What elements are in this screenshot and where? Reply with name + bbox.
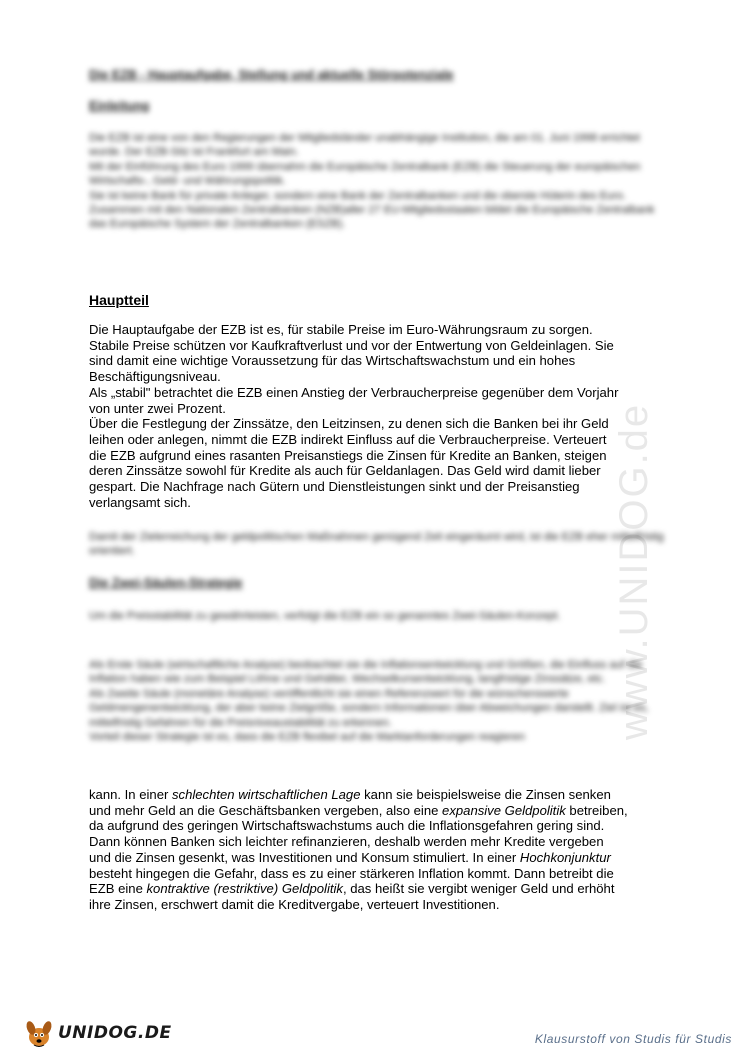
body-line: Die Hauptaufgabe der EZB ist es, für stabile Preise im Euro-Währungsraum zu sorgen. xyxy=(89,322,593,337)
dog-mascot-icon xyxy=(22,1016,56,1050)
body-line xyxy=(89,881,669,897)
blurred-paragraph: Damit der Zielerreichung der geldpolitischen Maßnahmen genügend Zeit eingeräumt wird, ist die EZB eher mittelfristig orientiert. xyxy=(89,531,664,558)
text-run: und die Zinsen gesenkt, was Investitionen und Konsum stimuliert. In einer xyxy=(89,849,520,865)
body-line xyxy=(89,787,669,803)
italic-term: Hochkonjunktur xyxy=(519,849,611,865)
body-line: da aufgrund des geringen Wirtschaftswachstums auch die Inflationsgefahren gering sind. xyxy=(89,818,605,834)
body-line xyxy=(89,803,669,819)
intro-paragraph: Die EZB ist eine von den Regierungen der Mitgliedsländer unabhängige Institution, die am 01. Juni 1998 errichtet wurde. Der EZB-Sitz ist Frankfurt am Main. xyxy=(89,132,640,159)
text-run: EZB eine xyxy=(89,881,147,897)
body-line: verlangsamt sich. xyxy=(89,494,191,510)
blurred-paragraph: Vorteil dieser Strategie ist es, dass die EZB flexibel auf die Marktanforderungen reagieren xyxy=(89,731,525,744)
hauptteil-body xyxy=(89,322,669,510)
text-run: , das heißt sie vergibt weniger Geld und erhöht xyxy=(342,881,615,897)
italic-term: schlechten wirtschaftlichen Lage xyxy=(171,787,361,802)
body-line: deren Zinssätze sowohl für Kredite als auch für Geldanlagen. Das Geld wird damit lieber xyxy=(89,463,601,479)
heading-einleitung: Einleitung xyxy=(89,99,150,113)
text-run: kann. In einer xyxy=(89,787,172,802)
text-run: betreiben, xyxy=(565,802,628,818)
blurred-paragraph: Als Zweite Säule (monetäre Analyse) veröffentlicht sie einen Referenzwert für die wünschenswerte Geldmengenentwicklung, der aber keine Zielgröße, sondern Informationen über Abweichungen darstellt. Ziel ist es, mittelfristig Gefahren für die Preisniveaustabilität zu erkennen. xyxy=(89,687,649,729)
heading-zwei-saeulen: Die Zwei-Säulen-Strategie xyxy=(89,576,243,590)
intro-section xyxy=(89,131,659,232)
text-run: und mehr Geld an die Geschäftsbanken vergeben, also eine xyxy=(89,802,443,818)
body-line: ihre Zinsen, erschwert damit die Kreditvergabe, verteuert Investitionen. xyxy=(89,896,500,912)
body-line: leihen oder anlegen, nimmt die EZB indirekt Einfluss auf die Verbraucherpreise. Verteuert xyxy=(89,431,607,447)
body-line: Beschäftigungsniveau. xyxy=(89,369,221,385)
heading-hauptteil: Hauptteil xyxy=(89,292,149,308)
body-line: gespart. Die Nachfrage nach Gütern und Dienstleistungen sinkt und der Preisanstieg xyxy=(89,479,580,495)
logo-text: UNIDOG.DE xyxy=(58,1023,172,1043)
italic-term: expansive Geldpolitik xyxy=(442,802,566,818)
body-line: besteht hingegen die Gefahr, dass es zu einer stärkeren Inflation kommt. Dann betreibt die xyxy=(89,865,614,881)
text-run: kann sie beispielsweise die Zinsen senken xyxy=(360,787,611,802)
blurred-paragraph: Als Erste Säule (wirtschaftliche Analyse) beobachtet sie die Inflationsentwicklung und Größen, die Einfluss auf die Inflation haben wie zum Beispiel Löhne und Gehälter, Wechselkursentwicklung, langfristige Zinssätze, etc. xyxy=(89,659,643,686)
blurred-paragraph: Um die Preisstabilität zu gewährleisten, verfolgt die EZB ein so genanntes Zwei-Säulen-Konzept. xyxy=(89,610,561,622)
body-line: Dann können Banken sich leichter refinanzieren, deshalb werden mehr Kredite vergeben xyxy=(89,834,604,850)
body-line: Stabile Preise schützen vor Kaufkraftverlust und vor der Entwertung von Geldeinlagen. Sie xyxy=(89,337,614,353)
intro-paragraph: Sie ist keine Bank für private Anleger, sondern eine Bank der Zentralbanken und die oberste Hüterin des Euro. xyxy=(89,189,626,202)
intro-paragraph: Mit der Einführung des Euro 1999 übernahm die Europäische Zentralbank (EZB) die Steuerung der europäischen Wirtschafts-, Geld- und Währungspolitik. xyxy=(89,160,641,188)
body-line: von unter zwei Prozent. xyxy=(89,400,226,416)
tail-body xyxy=(89,787,669,913)
document-title: Die EZB - Hauptaufgabe, Stellung und aktuelle Störpotenziale xyxy=(89,68,454,82)
body-line: Als „stabil" betrachtet die EZB einen Anstieg der Verbraucherpreise gegenüber dem Vorjahr xyxy=(89,384,619,400)
intro-paragraph: Zusammen mit den Nationalen Zentralbanken (NZB)aller 27 EU-Mitgliedsstaaten bildet die Europäische Zentralbank das Europäische System der Zentralbanken (ESZB). xyxy=(89,204,655,231)
watermark: www.UNIDOG.de xyxy=(612,402,656,740)
body-line: Über die Festlegung der Zinssätze, den Leitzinsen, zu denen sich die Banken bei ihr Geld xyxy=(89,416,609,432)
blurred-section xyxy=(89,658,659,744)
footer-logo[interactable] xyxy=(22,1016,172,1050)
body-line xyxy=(89,850,669,866)
body-line: sind damit eine wichtige Voraussetzung für das Wirtschaftswachstum und ein hohes xyxy=(89,353,576,369)
italic-term: kontraktive (restriktive) Geldpolitik xyxy=(146,881,343,897)
footer-tagline: Klausurstoff von Studis für Studis xyxy=(534,1032,732,1046)
body-line: die EZB aufgrund eines rasanten Preisanstiegs die Zinsen für Kredite an Banken, steigen xyxy=(89,447,607,463)
